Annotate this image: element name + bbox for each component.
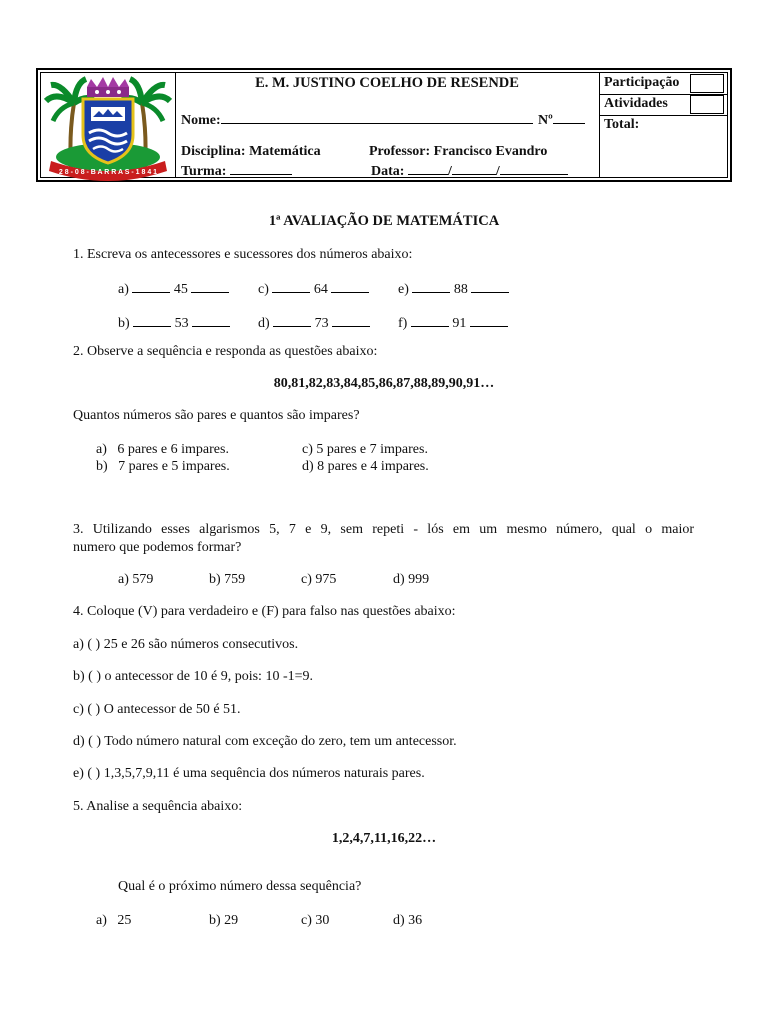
date-year-blank[interactable] bbox=[500, 161, 568, 175]
q1-item-number: 45 bbox=[173, 282, 188, 297]
successor-blank[interactable] bbox=[471, 279, 509, 293]
class-field[interactable] bbox=[181, 161, 292, 180]
date-label: Data: bbox=[371, 164, 405, 179]
participation-score-box[interactable] bbox=[690, 74, 724, 93]
option-letter: b) bbox=[96, 459, 108, 474]
teacher-label: Professor: Francisco Evandro bbox=[369, 144, 548, 159]
q3-text-line2: numero que podemos formar? bbox=[73, 540, 242, 555]
grade-row-participation bbox=[599, 73, 727, 95]
q4-text: 4. Coloque (V) para verdadeiro e (F) para falso nas questões abaixo: bbox=[73, 604, 456, 619]
date-month-blank[interactable] bbox=[452, 161, 496, 175]
successor-blank[interactable] bbox=[192, 313, 230, 327]
participation-label: Participação bbox=[604, 75, 680, 90]
q5-text: 5. Analise a sequência abaixo: bbox=[73, 799, 243, 814]
q5-option-d[interactable]: d) 36 bbox=[393, 913, 423, 928]
number-label: Nº bbox=[538, 113, 553, 128]
q5-option-a[interactable] bbox=[96, 913, 131, 929]
banner-text: 2 8 - 0 8 - B A R R A S - 1 8 4 1 bbox=[58, 169, 158, 176]
option-letter: a) bbox=[96, 442, 107, 457]
total-label: Total: bbox=[604, 117, 640, 132]
predecessor-blank[interactable] bbox=[272, 279, 310, 293]
activities-score-box[interactable] bbox=[690, 95, 724, 114]
option-letter: c) bbox=[302, 442, 313, 457]
school-name: E. M. JUSTINO COELHO DE RESENDE bbox=[255, 75, 519, 91]
predecessor-blank[interactable] bbox=[133, 313, 171, 327]
q1-item-letter: e) bbox=[398, 282, 409, 297]
successor-blank[interactable] bbox=[332, 313, 370, 327]
exam-title: 1ª AVALIAÇÃO DE MATEMÁTICA bbox=[268, 213, 500, 229]
option-text: 6 pares e 6 impares. bbox=[117, 442, 229, 457]
header-table bbox=[36, 68, 732, 182]
q1-item-number: 53 bbox=[174, 316, 189, 331]
q1-item-a[interactable] bbox=[118, 279, 229, 298]
q2-sequence: 80,81,82,83,84,85,86,87,88,89,90,91… bbox=[273, 376, 495, 391]
successor-blank[interactable] bbox=[470, 313, 508, 327]
q3-option-b[interactable]: b) 759 bbox=[209, 572, 246, 587]
q1-item-e[interactable] bbox=[398, 279, 509, 298]
q5-option-c[interactable]: c) 30 bbox=[301, 913, 330, 928]
class-blank-line[interactable] bbox=[230, 161, 292, 175]
q1-item-number: 73 bbox=[314, 316, 329, 331]
date-separator: / bbox=[447, 164, 452, 179]
q2-text: 2. Observe a sequência e responda as questões abaixo: bbox=[73, 344, 378, 359]
grade-row-activities bbox=[599, 94, 727, 116]
q1-item-number: 88 bbox=[453, 282, 468, 297]
shield-icon bbox=[83, 99, 133, 163]
predecessor-blank[interactable] bbox=[411, 313, 449, 327]
crown-icon bbox=[87, 77, 129, 97]
option-letter: d) bbox=[302, 459, 314, 474]
q1-text: 1. Escreva os antecessores e sucessores dos números abaixo: bbox=[73, 247, 413, 262]
q1-item-letter: f) bbox=[398, 316, 408, 331]
school-info-cell bbox=[175, 73, 600, 177]
municipal-crest-logo bbox=[41, 73, 175, 181]
name-field[interactable] bbox=[181, 110, 533, 129]
q3-text-line1: 3. Utilizando esses algarismos 5, 7 e 9, sem repeti - lós em um mesmo número, qual o maior bbox=[73, 522, 694, 537]
q4-item-d[interactable]: d) ( ) Todo número natural com exceção do zero, tem um antecessor. bbox=[73, 734, 457, 749]
option-text: 5 pares e 7 impares. bbox=[316, 442, 428, 457]
successor-blank[interactable] bbox=[331, 279, 369, 293]
predecessor-blank[interactable] bbox=[412, 279, 450, 293]
subject-label: Disciplina: Matemática bbox=[181, 144, 321, 159]
q1-item-d[interactable] bbox=[258, 313, 370, 332]
q5-sequence: 1,2,4,7,11,16,22… bbox=[331, 831, 437, 846]
date-field[interactable] bbox=[371, 161, 568, 180]
q1-item-number: 91 bbox=[452, 316, 467, 331]
q2-option-d[interactable] bbox=[302, 459, 429, 475]
q1-item-letter: a) bbox=[118, 282, 129, 297]
grade-cell bbox=[599, 73, 727, 177]
successor-blank[interactable] bbox=[191, 279, 229, 293]
name-label: Nome: bbox=[181, 113, 221, 128]
option-text: 25 bbox=[117, 913, 132, 928]
option-text: 8 pares e 4 impares. bbox=[317, 459, 429, 474]
number-field[interactable] bbox=[538, 110, 585, 129]
class-label: Turma: bbox=[181, 164, 227, 179]
q4-item-b[interactable]: b) ( ) o antecessor de 10 é 9, pois: 10 -1=9. bbox=[73, 669, 314, 684]
date-day-blank[interactable] bbox=[408, 161, 448, 175]
q1-item-letter: b) bbox=[118, 316, 130, 331]
name-blank-line[interactable] bbox=[221, 110, 533, 124]
number-blank-line[interactable] bbox=[553, 110, 585, 124]
option-letter: a) bbox=[96, 913, 107, 928]
q3-option-c[interactable]: c) 975 bbox=[301, 572, 337, 587]
q1-item-letter: c) bbox=[258, 282, 269, 297]
q2-option-b[interactable] bbox=[96, 459, 230, 475]
predecessor-blank[interactable] bbox=[273, 313, 311, 327]
q4-item-e[interactable]: e) ( ) 1,3,5,7,9,11 é uma sequência dos números naturais pares. bbox=[73, 766, 425, 781]
date-separator: / bbox=[495, 164, 500, 179]
activities-label: Atividades bbox=[604, 96, 668, 111]
q2-option-c[interactable] bbox=[302, 442, 428, 458]
q5-question: Qual é o próximo número dessa sequência? bbox=[118, 879, 362, 894]
q1-item-letter: d) bbox=[258, 316, 270, 331]
option-text: 7 pares e 5 impares. bbox=[118, 459, 230, 474]
logo-cell bbox=[41, 73, 176, 177]
q1-item-c[interactable] bbox=[258, 279, 369, 298]
q3-option-a[interactable]: a) 579 bbox=[118, 572, 154, 587]
q5-option-b[interactable]: b) 29 bbox=[209, 913, 239, 928]
q4-item-c[interactable]: c) ( ) O antecessor de 50 é 51. bbox=[73, 702, 241, 717]
q4-item-a[interactable]: a) ( ) 25 e 26 são números consecutivos. bbox=[73, 637, 299, 652]
q1-item-f[interactable] bbox=[398, 313, 508, 332]
q2-option-a[interactable] bbox=[96, 442, 229, 458]
q2-question: Quantos números são pares e quantos são impares? bbox=[73, 408, 360, 423]
header-inner-border bbox=[40, 72, 728, 178]
q1-item-number: 64 bbox=[313, 282, 328, 297]
predecessor-blank[interactable] bbox=[132, 279, 170, 293]
q3-option-d[interactable]: d) 999 bbox=[393, 572, 430, 587]
q1-item-b[interactable] bbox=[118, 313, 230, 332]
